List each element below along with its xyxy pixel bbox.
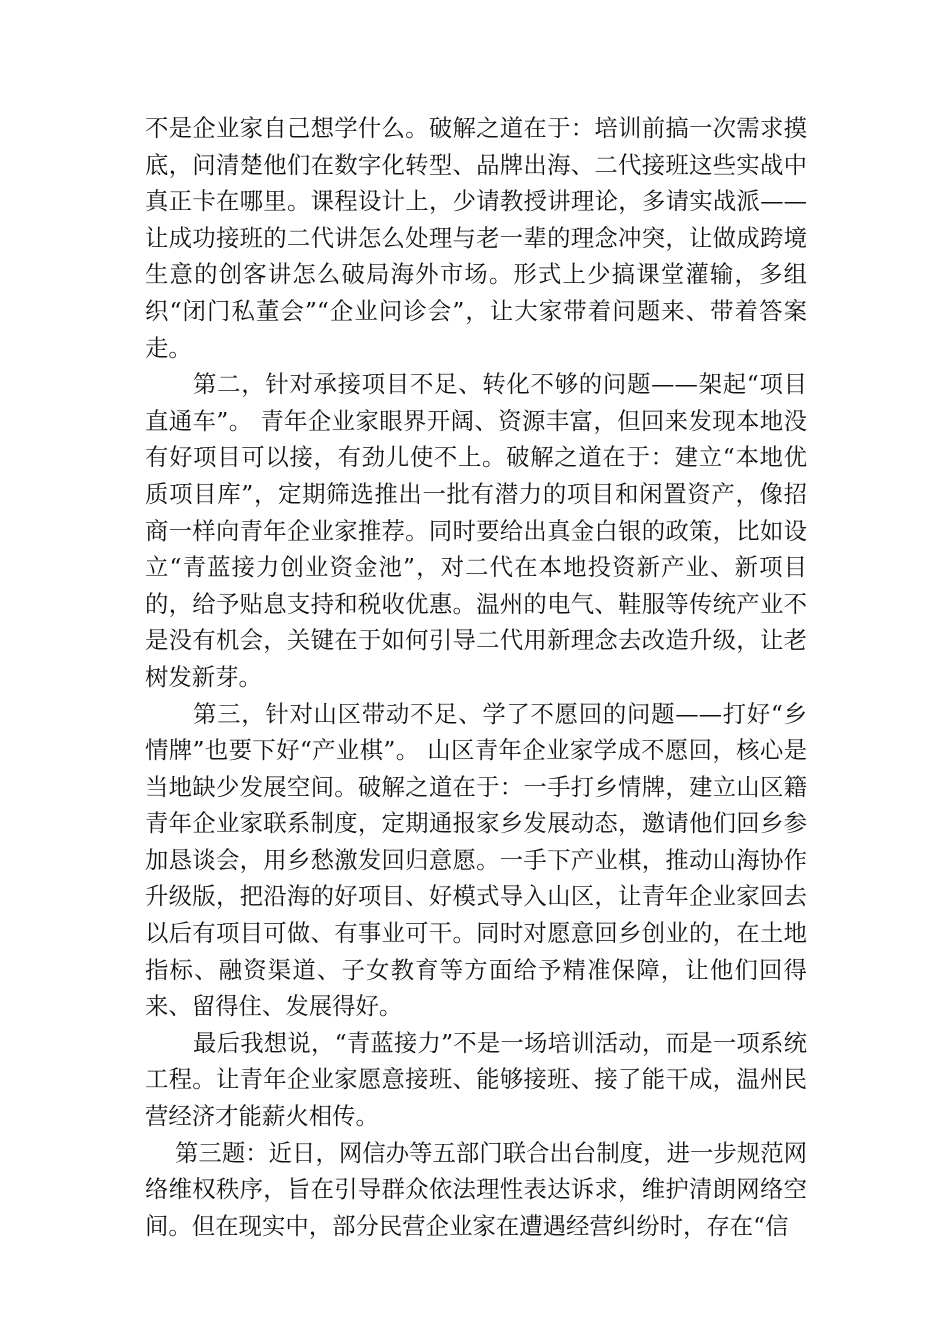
document-body xyxy=(145,110,807,1244)
paragraph-conclusion: 最后我想说，“青蓝接力”不是一场培训活动，而是一项系统工程。让青年企业家愿意接班、能够接班、接了能干成，温州民营经济才能薪火相传。 xyxy=(145,1028,807,1131)
paragraph-question-three: 第三题：近日，网信办等五部门联合出台制度，进一步规范网络维权秩序，旨在引导群众依法理性表达诉求，维护清朗网络空间。但在现实中，部分民营企业家在遭遇经营纠纷时，存在“信 xyxy=(145,1138,807,1240)
paragraph-second-point: 第二，针对承接项目不足、转化不够的问题——架起“项目直通车”。 青年企业家眼界开阔、资源丰富，但回来发现本地没有好项目可以接，有劲儿使不上。破解之道在于：建立“本地优质项目库”，定期筛选推出一批有潜力的项目和闲置资产，像招商一样向青年企业家推荐。同时要给出真金白银的政策，比如设立“青蓝接力创业资金池”，对二代在本地投资新产业、新项目的，给予贴息支持和税收优惠。温州的电气、鞋服等传统产业不是没有机会，关键在于如何引导二代用新理念去改造升级，让老树发新芽。 xyxy=(145,370,807,691)
paragraph-continuation: 不是企业家自己想学什么。破解之道在于：培训前搞一次需求摸底，问清楚他们在数字化转型、品牌出海、二代接班这些实战中真正卡在哪里。课程设计上，少请教授讲理论，多请实战派——让成功接班的二代讲怎么处理与老一辈的理念冲突，让做成跨境生意的创客讲怎么破局海外市场。形式上少搞课堂灌输，多组织“闭门私董会”“企业问诊会”，让大家带着问题来、带着答案走。 xyxy=(145,114,807,362)
paragraph-third-point: 第三，针对山区带动不足、学了不愿回的问题——打好“乡情牌”也要下好“产业棋”。 山区青年企业家学成不愿回，核心是当地缺少发展空间。破解之道在于：一手打乡情牌，建立山区籍青年企业家联系制度，定期通报家乡发展动态，邀请他们回乡参加恳谈会，用乡愁激发回归意愿。一手下产业棋，推动山海协作升级版，把沿海的好项目、好模式导入山区，让青年企业家回去以后有项目可做、有事业可干。同时对愿意回乡创业的，在土地指标、融资渠道、子女教育等方面给予精准保障，让他们回得来、留得住、发展得好。 xyxy=(145,699,807,1021)
